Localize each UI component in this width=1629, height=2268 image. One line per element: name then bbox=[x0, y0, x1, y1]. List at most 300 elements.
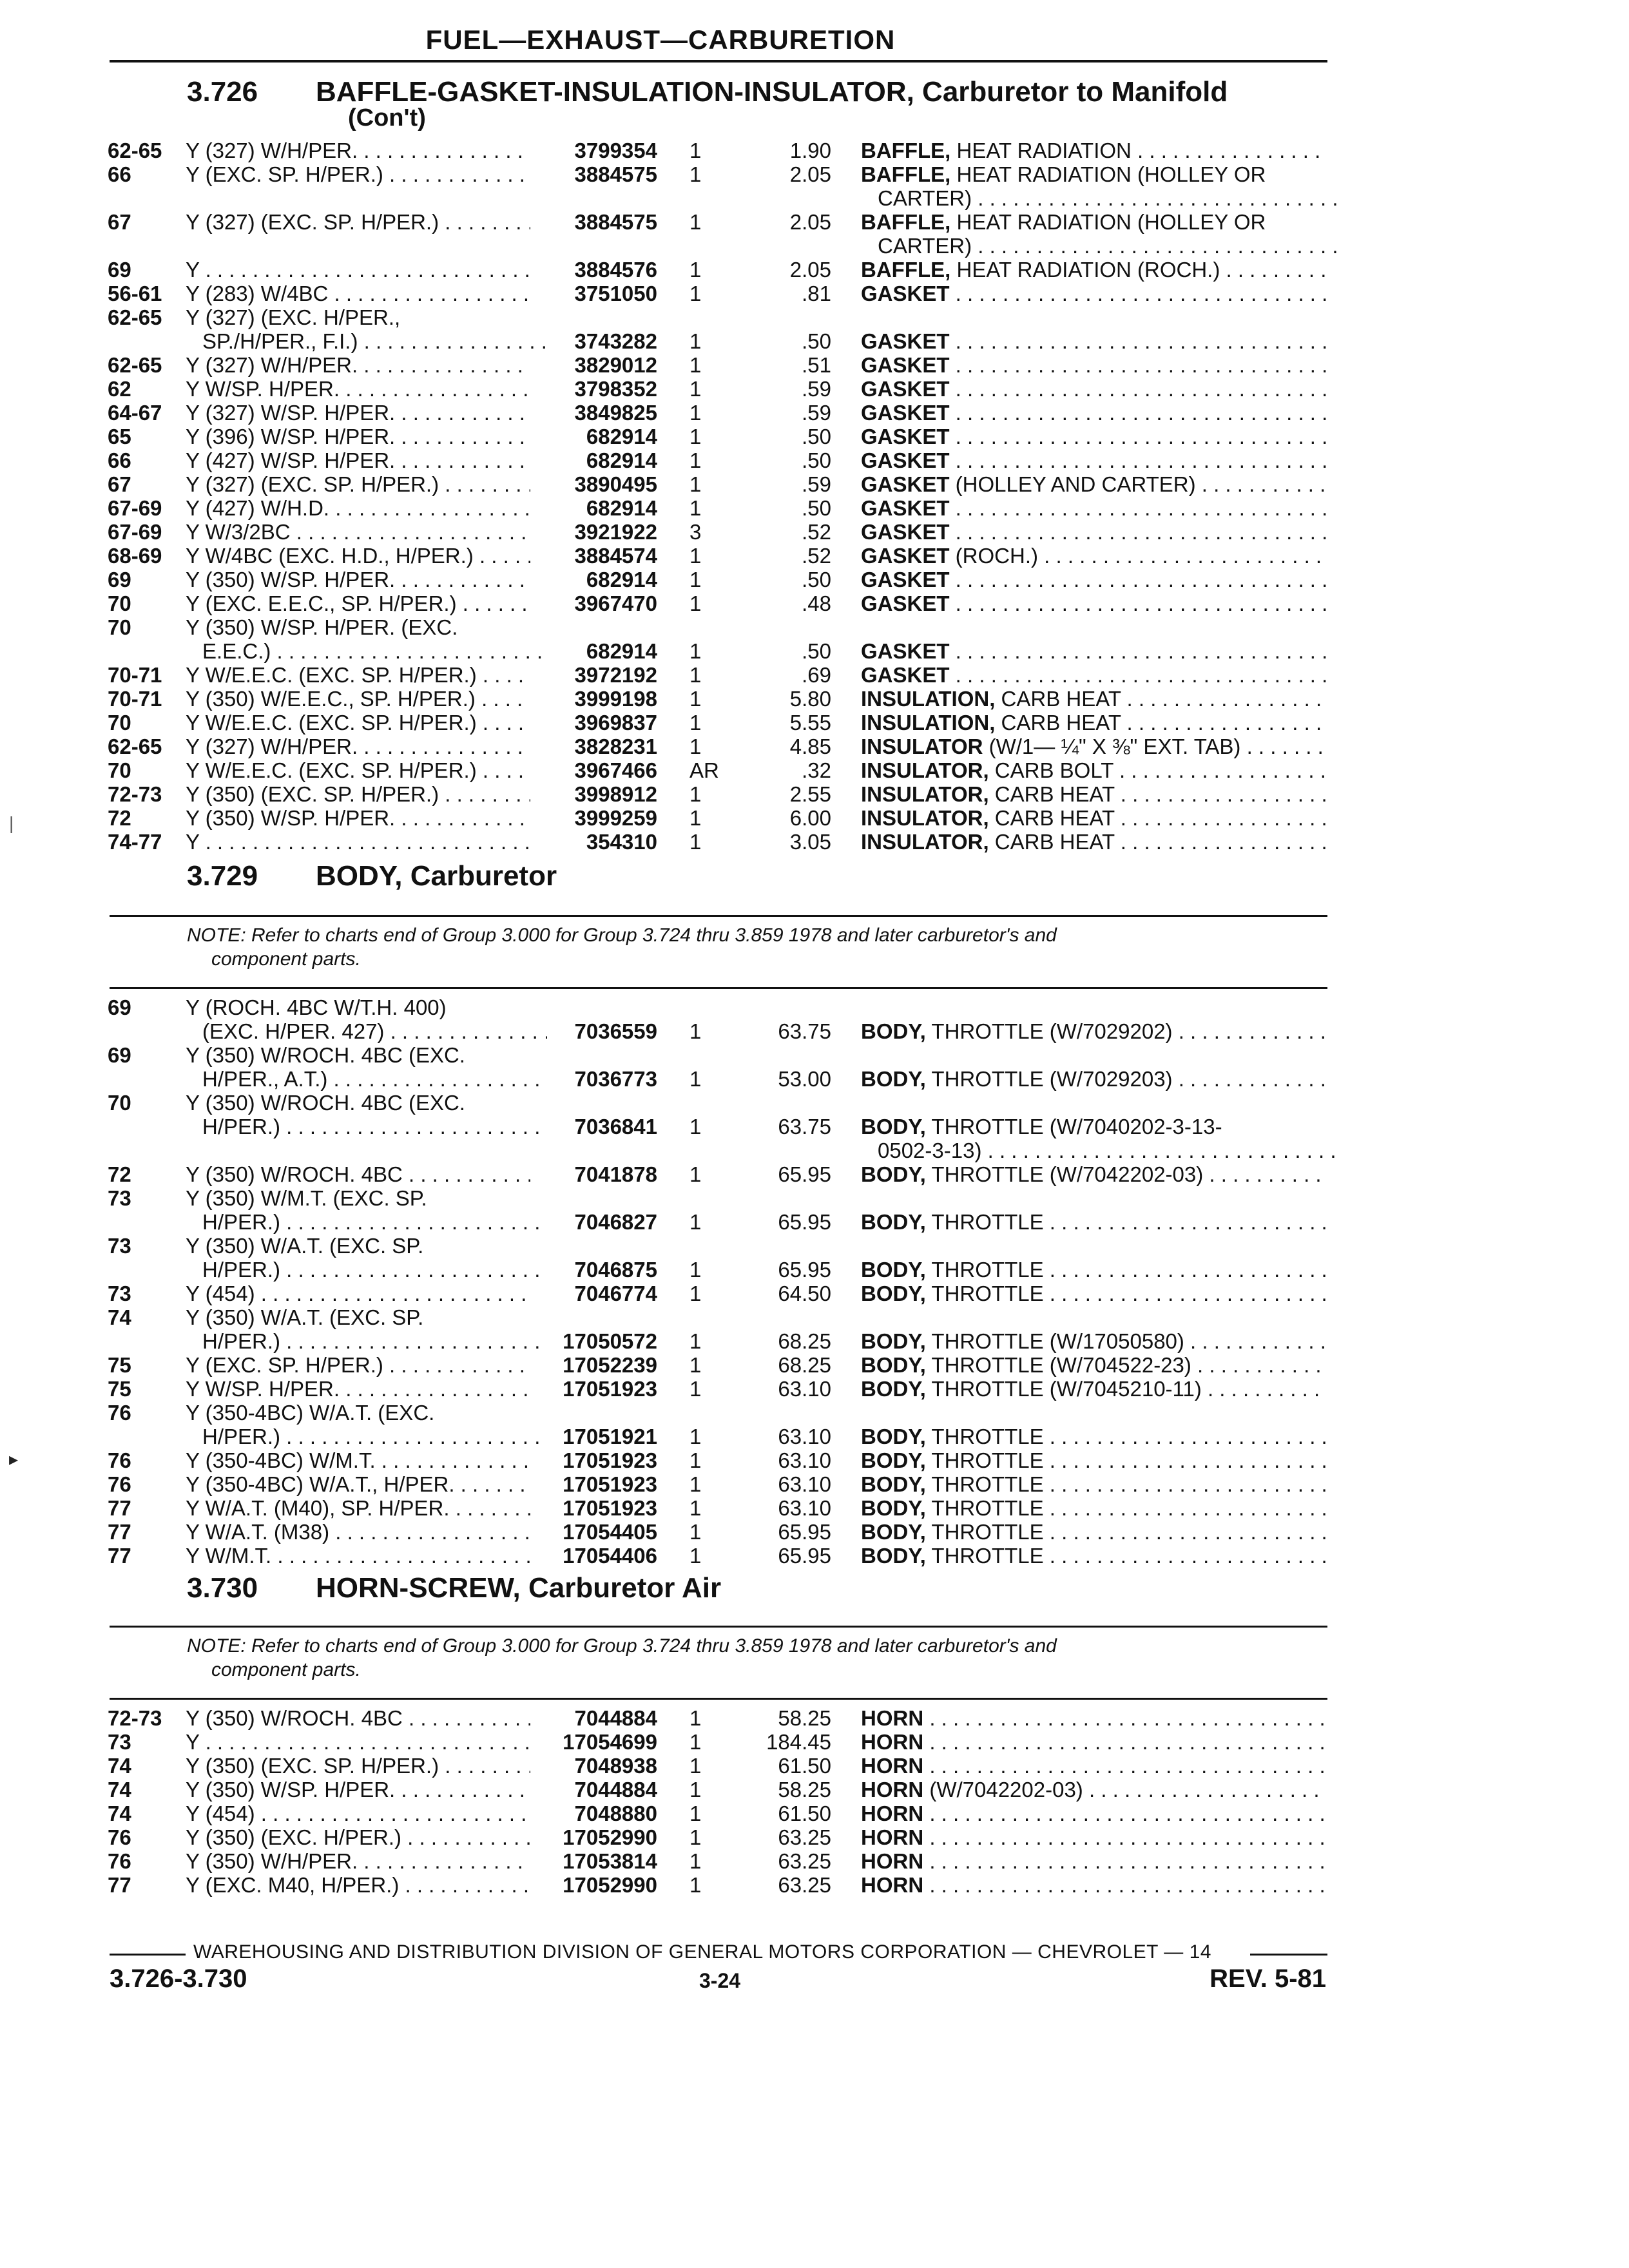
row-description bbox=[861, 210, 1326, 235]
row-application: Y (350) W/SP. H/PER. . . . bbox=[186, 568, 530, 592]
section-note bbox=[187, 923, 1321, 971]
row-application: Y (427) W/SP. H/PER. . . . bbox=[186, 448, 530, 473]
row-description bbox=[861, 758, 1326, 783]
row-year: 70 bbox=[108, 615, 131, 639]
row-application: Y . . . bbox=[186, 258, 530, 282]
row-application: Y W/M.T. . . . bbox=[186, 1544, 530, 1568]
row-application: Y (327) W/SP. H/PER. . . . bbox=[186, 401, 530, 425]
row-application: H/PER.) . . . bbox=[186, 1258, 547, 1282]
row-year: 62-65 bbox=[108, 735, 162, 758]
row-price: 65.95 bbox=[778, 1520, 831, 1544]
row-line bbox=[0, 282, 1629, 305]
row-description-text: CARB HEAT bbox=[995, 711, 1121, 735]
row-description bbox=[861, 1067, 1326, 1091]
row-description-keyword: HORN bbox=[861, 1873, 924, 1897]
row-description-keyword: BODY, bbox=[861, 1019, 926, 1043]
footer-revision: REV. 5-81 bbox=[1210, 1965, 1326, 1993]
row-part-number: 3998912 bbox=[574, 782, 657, 806]
row-quantity: 1 bbox=[689, 687, 702, 711]
row-description-keyword: BODY, bbox=[861, 1425, 926, 1448]
row-description bbox=[861, 186, 1343, 211]
row-price: 63.10 bbox=[778, 1425, 831, 1448]
row-description-text: THROTTLE (W/704522-23) bbox=[925, 1353, 1191, 1377]
row-description-keyword: GASKET bbox=[861, 591, 950, 615]
row-application: Y (EXC. SP. H/PER.) . . . bbox=[186, 1353, 530, 1378]
row-price: .59 bbox=[802, 377, 831, 401]
footer-division: WAREHOUSING AND DISTRIBUTION DIVISION OF GENERAL MOTORS CORPORATION — CHEVROLET — 14 bbox=[193, 1941, 1211, 1963]
row-price: 58.25 bbox=[778, 1706, 831, 1730]
row-description-text: THROTTLE bbox=[925, 1258, 1044, 1282]
row-application: Y (327) (EXC. SP. H/PER.) . . . bbox=[186, 472, 530, 497]
row-description-keyword: BODY, bbox=[861, 1353, 926, 1377]
row-description bbox=[861, 735, 1326, 759]
row-line bbox=[0, 830, 1629, 854]
row-description-text: HEAT RADIATION (HOLLEY OR bbox=[950, 210, 1266, 234]
row-quantity: 1 bbox=[689, 377, 702, 401]
row-price: 61.50 bbox=[778, 1754, 831, 1778]
row-description-keyword: GASKET bbox=[861, 472, 950, 496]
row-quantity: 1 bbox=[689, 1849, 702, 1873]
row-description bbox=[861, 830, 1326, 854]
row-part-number: 17051923 bbox=[563, 1377, 657, 1401]
row-part-number: 3751050 bbox=[574, 282, 657, 305]
row-part-number: 3884576 bbox=[574, 258, 657, 282]
row-description bbox=[861, 663, 1326, 687]
row-price: 63.10 bbox=[778, 1472, 831, 1496]
row-description bbox=[861, 329, 1326, 354]
row-year: 65 bbox=[108, 425, 131, 448]
row-description-keyword: BODY, bbox=[861, 1210, 926, 1234]
row-price: 63.10 bbox=[778, 1377, 831, 1401]
section-number: 3.729 bbox=[187, 860, 258, 892]
row-part-number: 682914 bbox=[586, 448, 657, 472]
row-description bbox=[861, 568, 1326, 592]
row-application: Y W/E.E.C. (EXC. SP. H/PER.) . . . bbox=[186, 711, 530, 735]
row-description-keyword: GASKET bbox=[861, 568, 950, 591]
row-line bbox=[0, 1091, 1629, 1115]
row-line bbox=[0, 186, 1629, 210]
margin-mark: | bbox=[9, 813, 14, 833]
row-line bbox=[0, 806, 1629, 830]
row-quantity: 1 bbox=[689, 591, 702, 615]
row-description-keyword: GASKET bbox=[861, 639, 950, 663]
row-part-number: 17054405 bbox=[563, 1520, 657, 1544]
row-part-number: 17054699 bbox=[563, 1730, 657, 1754]
row-year: 74 bbox=[108, 1802, 131, 1825]
row-line bbox=[0, 1849, 1629, 1873]
row-description-text: CARTER) bbox=[878, 234, 972, 258]
row-description bbox=[861, 139, 1326, 163]
row-description-keyword: INSULATOR, bbox=[861, 806, 989, 830]
row-quantity: 1 bbox=[689, 1520, 702, 1544]
row-description-keyword: GASKET bbox=[861, 520, 950, 544]
row-description-keyword: GASKET bbox=[861, 544, 950, 568]
row-line bbox=[0, 663, 1629, 687]
row-application: Y (327) (EXC. SP. H/PER.) . . . bbox=[186, 210, 530, 235]
row-description bbox=[861, 377, 1326, 401]
row-line bbox=[0, 1043, 1629, 1067]
row-line bbox=[0, 1067, 1629, 1091]
footer-group-range: 3.726-3.730 bbox=[110, 1965, 247, 1993]
row-application: Y (EXC. E.E.C., SP. H/PER.) . . . bbox=[186, 591, 530, 616]
row-application: Y (350-4BC) W/A.T., H/PER. . . . bbox=[186, 1472, 530, 1497]
row-description-text: THROTTLE (W/7045210-11) bbox=[925, 1377, 1202, 1401]
row-description-keyword: BODY, bbox=[861, 1496, 926, 1520]
row-quantity: 1 bbox=[689, 1353, 702, 1377]
row-price: .59 bbox=[802, 401, 831, 425]
row-line bbox=[0, 210, 1629, 234]
row-description-keyword: GASKET bbox=[861, 377, 950, 401]
row-price: 68.25 bbox=[778, 1353, 831, 1377]
row-application: (EXC. H/PER. 427) . . . bbox=[186, 1019, 547, 1044]
row-price: .51 bbox=[802, 353, 831, 377]
row-description-text: THROTTLE bbox=[925, 1448, 1044, 1472]
row-line bbox=[0, 520, 1629, 544]
row-description bbox=[861, 448, 1326, 473]
row-quantity: 1 bbox=[689, 735, 702, 758]
row-line bbox=[0, 472, 1629, 496]
row-application: E.E.C.) . . . bbox=[186, 639, 547, 664]
row-line bbox=[0, 1377, 1629, 1401]
row-price: .50 bbox=[802, 448, 831, 472]
note-line: component parts. bbox=[211, 948, 361, 970]
row-line bbox=[0, 258, 1629, 282]
row-description bbox=[861, 234, 1343, 258]
row-application: Y (350) W/A.T. (EXC. SP. bbox=[186, 1305, 424, 1329]
row-line bbox=[0, 162, 1629, 186]
row-description-keyword: BODY, bbox=[861, 1377, 926, 1401]
row-price: 1.90 bbox=[789, 139, 831, 162]
row-quantity: AR bbox=[689, 758, 719, 782]
row-part-number: 3999198 bbox=[574, 687, 657, 711]
row-price: 63.75 bbox=[778, 1115, 831, 1139]
row-description-keyword: HORN bbox=[861, 1849, 924, 1873]
row-application: Y (454) . . . bbox=[186, 1802, 530, 1826]
row-part-number: 3967466 bbox=[574, 758, 657, 782]
note-line: component parts. bbox=[211, 1659, 361, 1680]
row-application: Y (EXC. M40, H/PER.) . . . bbox=[186, 1873, 530, 1898]
row-application: Y (350) W/ROCH. 4BC (EXC. bbox=[186, 1043, 465, 1067]
row-description-text: CARB HEAT bbox=[995, 687, 1121, 711]
row-application: Y (350) (EXC. SP. H/PER.) . . . bbox=[186, 1754, 530, 1778]
row-description-keyword: BODY, bbox=[861, 1472, 926, 1496]
row-price: 63.10 bbox=[778, 1448, 831, 1472]
row-part-number: 7041878 bbox=[574, 1162, 657, 1186]
row-price: 2.05 bbox=[789, 162, 831, 186]
row-price: 63.25 bbox=[778, 1849, 831, 1873]
row-line bbox=[0, 353, 1629, 377]
row-description bbox=[861, 496, 1326, 521]
row-description-keyword: GASKET bbox=[861, 282, 950, 305]
row-quantity: 1 bbox=[689, 1377, 702, 1401]
row-price: 63.75 bbox=[778, 1019, 831, 1043]
section-number: 3.726 bbox=[187, 76, 258, 108]
row-application: Y W/E.E.C. (EXC. SP. H/PER.) . . . bbox=[186, 758, 530, 783]
row-application: Y W/A.T. (M38) . . . bbox=[186, 1520, 530, 1544]
row-application: Y (454) . . . bbox=[186, 1282, 530, 1306]
row-line bbox=[0, 1186, 1629, 1210]
row-line bbox=[0, 139, 1629, 162]
row-part-number: 17052990 bbox=[563, 1873, 657, 1897]
row-part-number: 3798352 bbox=[574, 377, 657, 401]
row-line bbox=[0, 1401, 1629, 1425]
row-line bbox=[0, 1139, 1629, 1162]
row-year: 67 bbox=[108, 210, 131, 234]
row-description bbox=[861, 1520, 1326, 1544]
row-year: 70 bbox=[108, 591, 131, 615]
row-description-text: THROTTLE bbox=[925, 1496, 1044, 1520]
row-part-number: 3884574 bbox=[574, 544, 657, 568]
row-price: 65.95 bbox=[778, 1162, 831, 1186]
row-description bbox=[861, 591, 1326, 616]
row-year: 70-71 bbox=[108, 663, 162, 687]
row-description-keyword: GASKET bbox=[861, 329, 950, 353]
row-description bbox=[861, 1448, 1326, 1473]
row-year: 74 bbox=[108, 1305, 131, 1329]
row-price: 3.05 bbox=[789, 830, 831, 854]
row-year: 69 bbox=[108, 995, 131, 1019]
row-quantity: 1 bbox=[689, 782, 702, 806]
row-description-keyword: INSULATOR, bbox=[861, 830, 989, 854]
row-application: Y (350-4BC) W/M.T. . . . bbox=[186, 1448, 530, 1473]
row-price: 5.80 bbox=[789, 687, 831, 711]
row-part-number: 3884575 bbox=[574, 162, 657, 186]
row-quantity: 1 bbox=[689, 1425, 702, 1448]
row-line bbox=[0, 496, 1629, 520]
row-part-number: 17051923 bbox=[563, 1448, 657, 1472]
row-line bbox=[0, 1019, 1629, 1043]
row-part-number: 7044884 bbox=[574, 1706, 657, 1730]
row-line bbox=[0, 639, 1629, 663]
row-description bbox=[861, 1329, 1326, 1354]
row-application: H/PER.) . . . bbox=[186, 1425, 547, 1449]
row-description-text: (ROCH.) bbox=[949, 544, 1038, 568]
row-description-keyword: BODY, bbox=[861, 1329, 926, 1353]
row-price: .52 bbox=[802, 544, 831, 568]
row-part-number: 17051921 bbox=[563, 1425, 657, 1448]
row-description-keyword: GASKET bbox=[861, 425, 950, 448]
row-year: 77 bbox=[108, 1496, 131, 1520]
row-part-number: 7036559 bbox=[574, 1019, 657, 1043]
row-line bbox=[0, 1329, 1629, 1353]
row-description-keyword: INSULATOR bbox=[861, 735, 983, 758]
row-year: 75 bbox=[108, 1353, 131, 1377]
row-description-keyword: BODY, bbox=[861, 1258, 926, 1282]
row-year: 70 bbox=[108, 1091, 131, 1115]
note-line: NOTE: Refer to charts end of Group 3.000 for Group 3.724 thru 3.859 1978 and later carburetor's and bbox=[187, 925, 1057, 946]
row-line bbox=[0, 1425, 1629, 1448]
row-year: 70-71 bbox=[108, 687, 162, 711]
row-year: 62-65 bbox=[108, 305, 162, 329]
row-line bbox=[0, 711, 1629, 735]
row-description bbox=[861, 1802, 1326, 1826]
row-part-number: 3972192 bbox=[574, 663, 657, 687]
row-description-keyword: BAFFLE, bbox=[861, 258, 951, 282]
row-part-number: 7036841 bbox=[574, 1115, 657, 1139]
row-price: 65.95 bbox=[778, 1258, 831, 1282]
row-line bbox=[0, 305, 1629, 329]
row-part-number: 3969837 bbox=[574, 711, 657, 735]
page-title: FUEL—EXHAUST—CARBURETION bbox=[425, 24, 896, 55]
row-description bbox=[861, 401, 1326, 425]
row-application: Y (350) W/ROCH. 4BC . . . bbox=[186, 1162, 530, 1187]
row-part-number: 3799354 bbox=[574, 139, 657, 162]
row-part-number: 7044884 bbox=[574, 1778, 657, 1802]
row-description-text: CARB HEAT bbox=[988, 830, 1115, 854]
row-price: 63.25 bbox=[778, 1873, 831, 1897]
row-price: .32 bbox=[802, 758, 831, 782]
row-quantity: 1 bbox=[689, 139, 702, 162]
row-application: Y (EXC. SP. H/PER.) . . . bbox=[186, 162, 530, 187]
row-price: 4.85 bbox=[789, 735, 831, 758]
row-part-number: 3829012 bbox=[574, 353, 657, 377]
section-note bbox=[187, 1634, 1321, 1682]
row-description-keyword: HORN bbox=[861, 1730, 924, 1754]
footer-rule-right bbox=[1250, 1954, 1327, 1956]
row-part-number: 3828231 bbox=[574, 735, 657, 758]
row-description-keyword: INSULATOR, bbox=[861, 758, 989, 782]
row-quantity: 1 bbox=[689, 282, 702, 305]
row-line bbox=[0, 1472, 1629, 1496]
row-quantity: 1 bbox=[689, 1019, 702, 1043]
row-year: 64-67 bbox=[108, 401, 162, 425]
row-price: .69 bbox=[802, 663, 831, 687]
row-quantity: 1 bbox=[689, 401, 702, 425]
row-line bbox=[0, 1706, 1629, 1730]
row-description bbox=[861, 1754, 1326, 1778]
row-quantity: 1 bbox=[689, 496, 702, 520]
row-application: Y (350) W/SP. H/PER. (EXC. bbox=[186, 615, 458, 639]
row-line bbox=[0, 615, 1629, 639]
row-line bbox=[0, 425, 1629, 448]
section-continued: (Con't) bbox=[348, 104, 426, 131]
row-price: 184.45 bbox=[766, 1730, 831, 1754]
row-line bbox=[0, 995, 1629, 1019]
row-quantity: 1 bbox=[689, 1210, 702, 1234]
row-description-keyword: GASKET bbox=[861, 401, 950, 425]
row-quantity: 1 bbox=[689, 1778, 702, 1802]
row-description bbox=[861, 162, 1326, 187]
row-year: 76 bbox=[108, 1401, 131, 1425]
row-year: 69 bbox=[108, 258, 131, 282]
row-quantity: 1 bbox=[689, 258, 702, 282]
row-price: .50 bbox=[802, 329, 831, 353]
row-description-keyword: BODY, bbox=[861, 1282, 926, 1305]
row-description bbox=[861, 687, 1326, 711]
row-year: 76 bbox=[108, 1472, 131, 1496]
row-quantity: 1 bbox=[689, 1873, 702, 1897]
row-description-keyword: GASKET bbox=[861, 663, 950, 687]
row-description bbox=[861, 1353, 1326, 1378]
row-description bbox=[861, 282, 1326, 306]
row-part-number: 3849825 bbox=[574, 401, 657, 425]
section-title: BAFFLE-GASKET-INSULATION-INSULATOR, Carburetor to Manifold bbox=[316, 76, 1228, 108]
row-quantity: 1 bbox=[689, 1448, 702, 1472]
section-rule bbox=[110, 1626, 1327, 1628]
row-quantity: 1 bbox=[689, 663, 702, 687]
row-application: Y (ROCH. 4BC W/T.H. 400) bbox=[186, 995, 447, 1019]
row-description-keyword: HORN bbox=[861, 1778, 924, 1802]
row-price: .59 bbox=[802, 472, 831, 496]
row-year: 70 bbox=[108, 711, 131, 735]
row-line bbox=[0, 1520, 1629, 1544]
row-part-number: 7046774 bbox=[574, 1282, 657, 1305]
row-price: 68.25 bbox=[778, 1329, 831, 1353]
row-line bbox=[0, 1730, 1629, 1754]
row-description bbox=[861, 353, 1326, 378]
row-year: 69 bbox=[108, 568, 131, 591]
row-application: Y W/4BC (EXC. H.D., H/PER.) . . . bbox=[186, 544, 530, 568]
row-year: 56-61 bbox=[108, 282, 162, 305]
row-year: 72-73 bbox=[108, 782, 162, 806]
row-part-number: 17051923 bbox=[563, 1496, 657, 1520]
row-description-keyword: GASKET bbox=[861, 353, 950, 377]
row-application: Y . . . bbox=[186, 830, 530, 854]
row-quantity: 1 bbox=[689, 1067, 702, 1091]
row-line bbox=[0, 1544, 1629, 1568]
row-quantity: 1 bbox=[689, 806, 702, 830]
row-part-number: 17052239 bbox=[563, 1353, 657, 1377]
row-part-number: 682914 bbox=[586, 425, 657, 448]
row-application: Y (350) W/H/PER. . . . bbox=[186, 1849, 530, 1874]
row-price: 65.95 bbox=[778, 1544, 831, 1568]
row-application: Y (350) W/E.E.C., SP. H/PER.) . . . bbox=[186, 687, 530, 711]
row-description-keyword: BAFFLE, bbox=[861, 162, 951, 186]
row-description-text: CARTER) bbox=[878, 186, 972, 210]
row-year: 74 bbox=[108, 1778, 131, 1802]
row-application: Y W/A.T. (M40), SP. H/PER. . . . bbox=[186, 1496, 530, 1521]
row-year: 76 bbox=[108, 1448, 131, 1472]
row-application: Y (350) W/ROCH. 4BC (EXC. bbox=[186, 1091, 465, 1115]
row-description-keyword: HORN bbox=[861, 1706, 924, 1730]
row-description bbox=[861, 1115, 1326, 1139]
row-line bbox=[0, 591, 1629, 615]
row-description-text: CARB HEAT bbox=[988, 806, 1115, 830]
row-description-text: HEAT RADIATION (HOLLEY OR bbox=[950, 162, 1266, 186]
row-application: Y (350) W/SP. H/PER. . . . bbox=[186, 1778, 530, 1802]
row-year: 77 bbox=[108, 1520, 131, 1544]
row-part-number: 3743282 bbox=[574, 329, 657, 353]
row-year: 74-77 bbox=[108, 830, 162, 854]
row-description-text: HEAT RADIATION (ROCH.) bbox=[950, 258, 1220, 282]
row-line bbox=[0, 1448, 1629, 1472]
row-part-number: 682914 bbox=[586, 496, 657, 520]
row-description-text: THROTTLE bbox=[925, 1425, 1044, 1448]
row-price: .50 bbox=[802, 496, 831, 520]
row-application: Y (327) W/H/PER. . . . bbox=[186, 735, 530, 759]
row-description-keyword: BAFFLE, bbox=[861, 210, 951, 234]
row-application: Y W/E.E.C. (EXC. SP. H/PER.) . . . bbox=[186, 663, 530, 687]
row-year: 73 bbox=[108, 1282, 131, 1305]
row-line bbox=[0, 1115, 1629, 1139]
row-line bbox=[0, 401, 1629, 425]
row-line bbox=[0, 1234, 1629, 1258]
row-quantity: 1 bbox=[689, 448, 702, 472]
row-price: 53.00 bbox=[778, 1067, 831, 1091]
row-description bbox=[861, 1849, 1326, 1874]
row-price: .50 bbox=[802, 425, 831, 448]
row-part-number: 3921922 bbox=[574, 520, 657, 544]
row-description bbox=[861, 1544, 1326, 1568]
row-description-keyword: BODY, bbox=[861, 1067, 926, 1091]
row-line bbox=[0, 687, 1629, 711]
row-application: H/PER.) . . . bbox=[186, 1210, 547, 1235]
row-description-text: (W/7042202-03) bbox=[923, 1778, 1083, 1802]
row-year: 72 bbox=[108, 806, 131, 830]
row-quantity: 1 bbox=[689, 425, 702, 448]
row-description-keyword: GASKET bbox=[861, 496, 950, 520]
row-description bbox=[861, 1706, 1326, 1731]
